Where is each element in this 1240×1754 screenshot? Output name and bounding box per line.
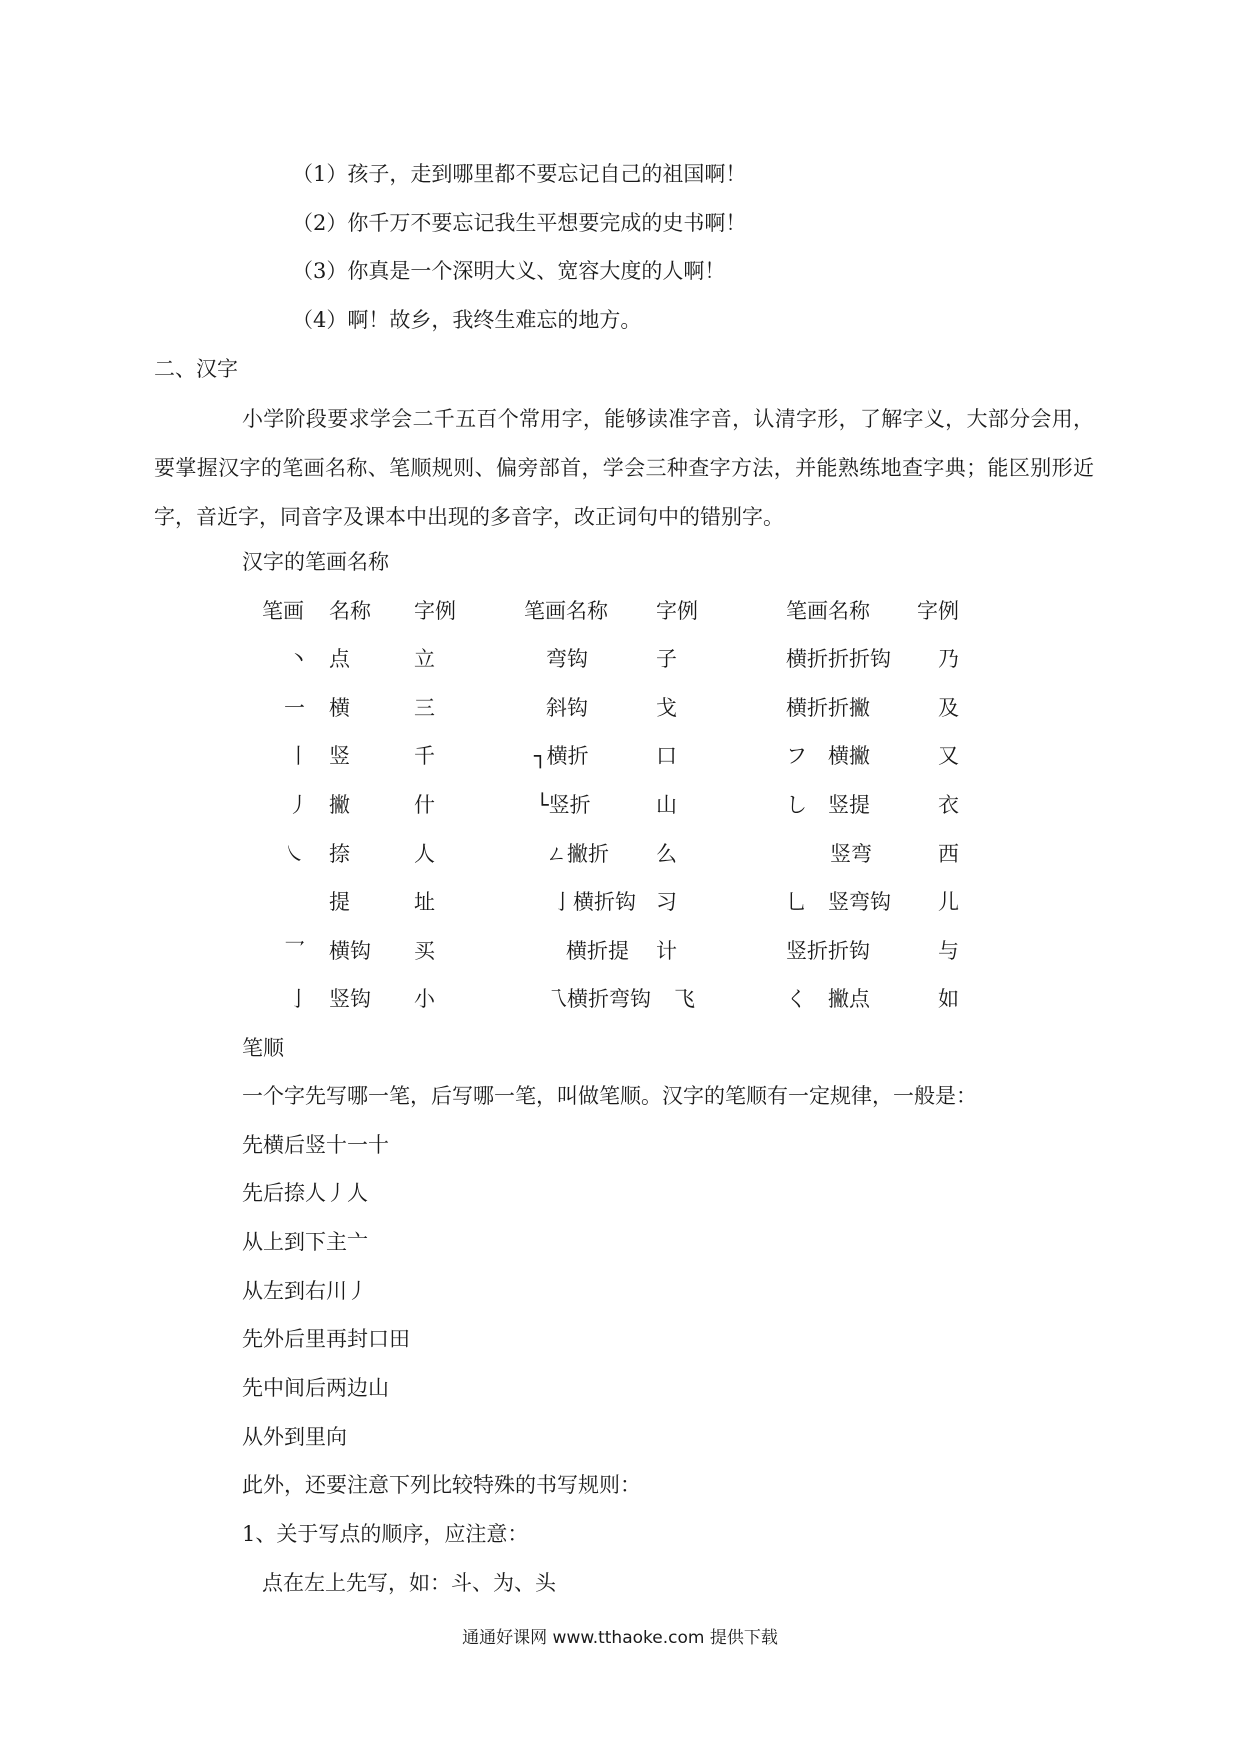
table-header: 笔画名称 xyxy=(786,599,870,623)
table-cell: ┐横折 xyxy=(534,744,589,768)
table-cell: 横折折折钩 xyxy=(786,647,891,671)
table-cell: └竖折 xyxy=(536,793,591,817)
table-cell: 横钩 xyxy=(329,939,371,963)
table-cell: フ 横撇 xyxy=(786,744,870,768)
stroke-order-description: 一个字先写哪一笔，后写哪一笔，叫做笔顺。汉字的笔顺有一定规律，一般是： xyxy=(242,1084,977,1108)
table-cell: 立 xyxy=(414,647,435,671)
table-cell: 计 xyxy=(656,939,677,963)
table-cell: 亅 xyxy=(288,987,309,1011)
table-cell: 横折折撇 xyxy=(786,696,870,720)
table-cell: 什 xyxy=(414,793,435,817)
table-header: 笔画 xyxy=(262,599,304,623)
stroke-order-rule: 从外到里向 xyxy=(242,1425,347,1449)
table-cell: 如 xyxy=(938,987,959,1011)
table-cell: 丿 xyxy=(288,793,309,817)
stroke-order-rule: 先后捺人丿人 xyxy=(242,1181,368,1205)
table-cell: 人 xyxy=(414,842,435,866)
table-cell: 买 xyxy=(414,939,435,963)
table-cell: 习 xyxy=(656,890,677,914)
table-cell: 飞 xyxy=(674,987,695,1011)
example-sentence-4: （4）啊！故乡，我终生难忘的地方。 xyxy=(292,308,642,332)
page-footer: 通通好课网 www.tthaoke.com 提供下载 xyxy=(462,1628,778,1648)
table-cell: 乛 xyxy=(284,939,305,963)
table-cell: 小 xyxy=(414,987,435,1011)
special-rules-intro: 此外，还要注意下列比较特殊的书写规则： xyxy=(242,1473,641,1497)
table-cell: し 竖提 xyxy=(786,793,870,817)
table-cell: 儿 xyxy=(938,890,959,914)
table-cell: 三 xyxy=(414,696,435,720)
table-header: 名称 xyxy=(329,599,371,623)
example-sentence-2: （2）你千万不要忘记我生平想要完成的史书啊！ xyxy=(292,211,747,235)
table-cell: 竖 xyxy=(329,744,350,768)
example-sentence-1: （1）孩子，走到哪里都不要忘记自己的祖国啊！ xyxy=(292,162,747,186)
table-cell: ㄥ撇折 xyxy=(546,842,609,866)
table-cell: 弯钩 xyxy=(546,647,588,671)
table-cell: 一 xyxy=(284,696,305,720)
table-cell: 又 xyxy=(938,744,959,768)
table-cell: 乁横折弯钩 xyxy=(546,987,651,1011)
intro-paragraph-text: 小学阶段要求学会二千五百个常用字，能够读准字音，认清字形，了解字义，大部分会用，要掌握汉字的笔画名称、笔顺规则、偏旁部首，学会三种查字方法，并能熟练地查字典；能区别形近字，音近字，同音字及课本中出现的多音字，改正词句中的错别字。 xyxy=(154,407,1094,529)
table-cell: 亅横折钩 xyxy=(552,890,636,914)
section-title: 二、汉字 xyxy=(154,357,238,381)
table-cell: 山 xyxy=(656,793,677,817)
table-cell: 口 xyxy=(656,744,677,768)
table-cell: 撇 xyxy=(329,793,350,817)
table-cell: 乃 xyxy=(938,647,959,671)
stroke-order-rule: 先外后里再封口田 xyxy=(242,1327,410,1351)
table-cell: 丨 xyxy=(288,744,309,768)
table-cell: 与 xyxy=(938,939,959,963)
stroke-order-rule: 先横后竖十一十 xyxy=(242,1133,389,1157)
table-cell: 点 xyxy=(329,647,350,671)
table-header: 字例 xyxy=(414,599,456,623)
table-header: 字例 xyxy=(656,599,698,623)
intro-paragraph xyxy=(154,395,1094,542)
stroke-table-title: 汉字的笔画名称 xyxy=(242,550,389,574)
table-header: 字例 xyxy=(917,599,959,623)
table-cell: 戈 xyxy=(656,696,677,720)
table-cell: 及 xyxy=(938,696,959,720)
stroke-order-title: 笔顺 xyxy=(242,1036,284,1060)
table-cell: 千 xyxy=(414,744,435,768)
table-cell: 址 xyxy=(414,890,435,914)
example-sentence-3: （3）你真是一个深明大义、宽容大度的人啊！ xyxy=(292,259,726,283)
table-cell: 西 xyxy=(938,842,959,866)
table-cell: 竖弯 xyxy=(830,842,872,866)
table-cell: 横 xyxy=(329,696,350,720)
table-cell: く 撇点 xyxy=(786,987,870,1011)
stroke-order-rule: 从左到右川丿 xyxy=(242,1279,368,1303)
stroke-order-rule: 先中间后两边山 xyxy=(242,1376,389,1400)
table-cell: ㇏ xyxy=(284,842,305,866)
table-cell: 斜钩 xyxy=(546,696,588,720)
table-cell: 提 xyxy=(329,890,350,914)
table-cell: 乚 竖弯钩 xyxy=(786,890,891,914)
table-cell: 么 xyxy=(656,842,677,866)
table-cell: 捺 xyxy=(329,842,350,866)
table-cell: 竖折折钩 xyxy=(786,939,870,963)
table-cell: 子 xyxy=(656,647,677,671)
special-rule-1-item: 点在左上先写，如：斗、为、头 xyxy=(262,1571,556,1595)
table-cell: 横折提 xyxy=(566,939,629,963)
table-header: 笔画名称 xyxy=(524,599,608,623)
special-rule-1-title: 1、关于写点的顺序，应注意： xyxy=(242,1522,529,1546)
table-cell: 竖钩 xyxy=(329,987,371,1011)
table-cell: 丶 xyxy=(288,647,309,671)
stroke-order-rule: 从上到下主亠 xyxy=(242,1230,368,1254)
table-cell: 衣 xyxy=(938,793,959,817)
